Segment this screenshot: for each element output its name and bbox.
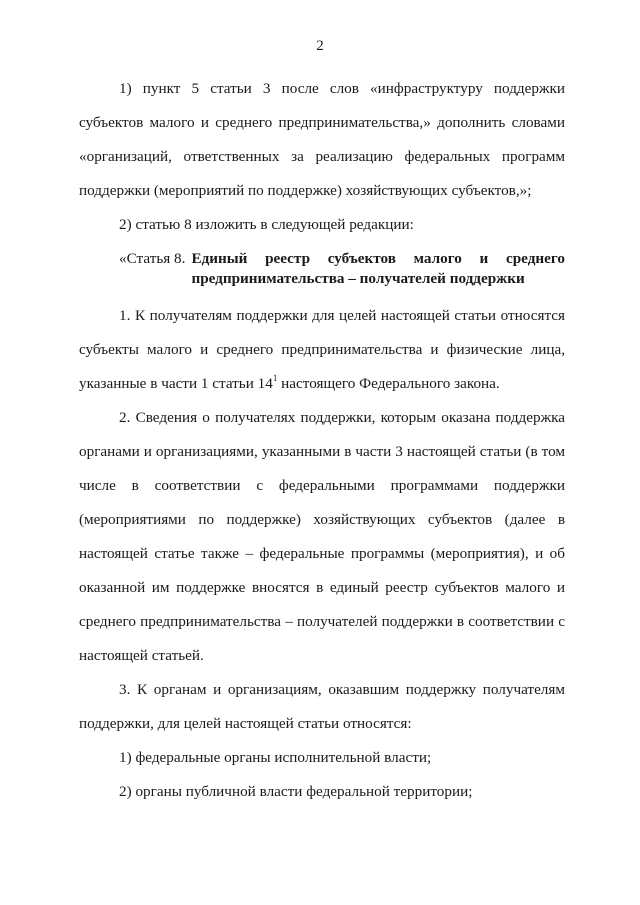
superscript-mark: 1 <box>272 372 278 383</box>
article-part-1-text: 1. К получателям поддержки для целей настоящей статьи относятся субъекты малого и среднего предпринимательства и физические лица, указанные в части 1 статьи 14 <box>79 307 565 392</box>
list-item-1: 1) федеральные органы исполнительной власти; <box>119 749 432 766</box>
amendment-item-2: 2) статью 8 изложить в следующей редакции: <box>119 216 414 233</box>
article-label: «Статья 8. <box>119 250 186 267</box>
article-part-3: 3. К органам и организациям, оказавшим поддержку получателям поддержки, для целей настоящей статьи относятся: <box>79 681 565 732</box>
amendment-item-1: 1) пункт 5 статьи 3 после слов «инфраструктуру поддержки субъектов малого и среднего предпринимательства,» дополнить словами «организаций, ответственных за реализацию федеральных программ поддержки (мероприятий по поддержке) хозяйствующих субъектов,»; <box>79 80 565 199</box>
article-title <box>191 249 565 289</box>
article-part-1 <box>79 299 565 401</box>
article-title-line-1: Единый реестр субъектов малого и среднего <box>191 250 565 267</box>
document-body <box>79 72 565 809</box>
list-item-2: 2) органы публичной власти федеральной территории; <box>119 783 473 800</box>
article-part-1-tail: настоящего Федерального закона. <box>277 375 500 392</box>
article-title-line-2: предпринимательства – получателей поддержки <box>191 270 525 287</box>
page-number: 2 <box>316 38 324 54</box>
article-heading <box>79 242 565 299</box>
article-part-2: 2. Сведения о получателях поддержки, которым оказана поддержка органами и организациями, указанными в части 3 настоящей статьи (в том числе в соответствии с федеральными программами поддержки (мероприятиями по поддержке) хозяйствующих субъектов (далее в настоящей статье также – федеральные программы (мероприятия), и об оказанной им поддержке вносятся в единый реестр субъектов малого и среднего предпринимательства – получателей поддержки в соответствии с настоящей статьей. <box>79 409 565 664</box>
